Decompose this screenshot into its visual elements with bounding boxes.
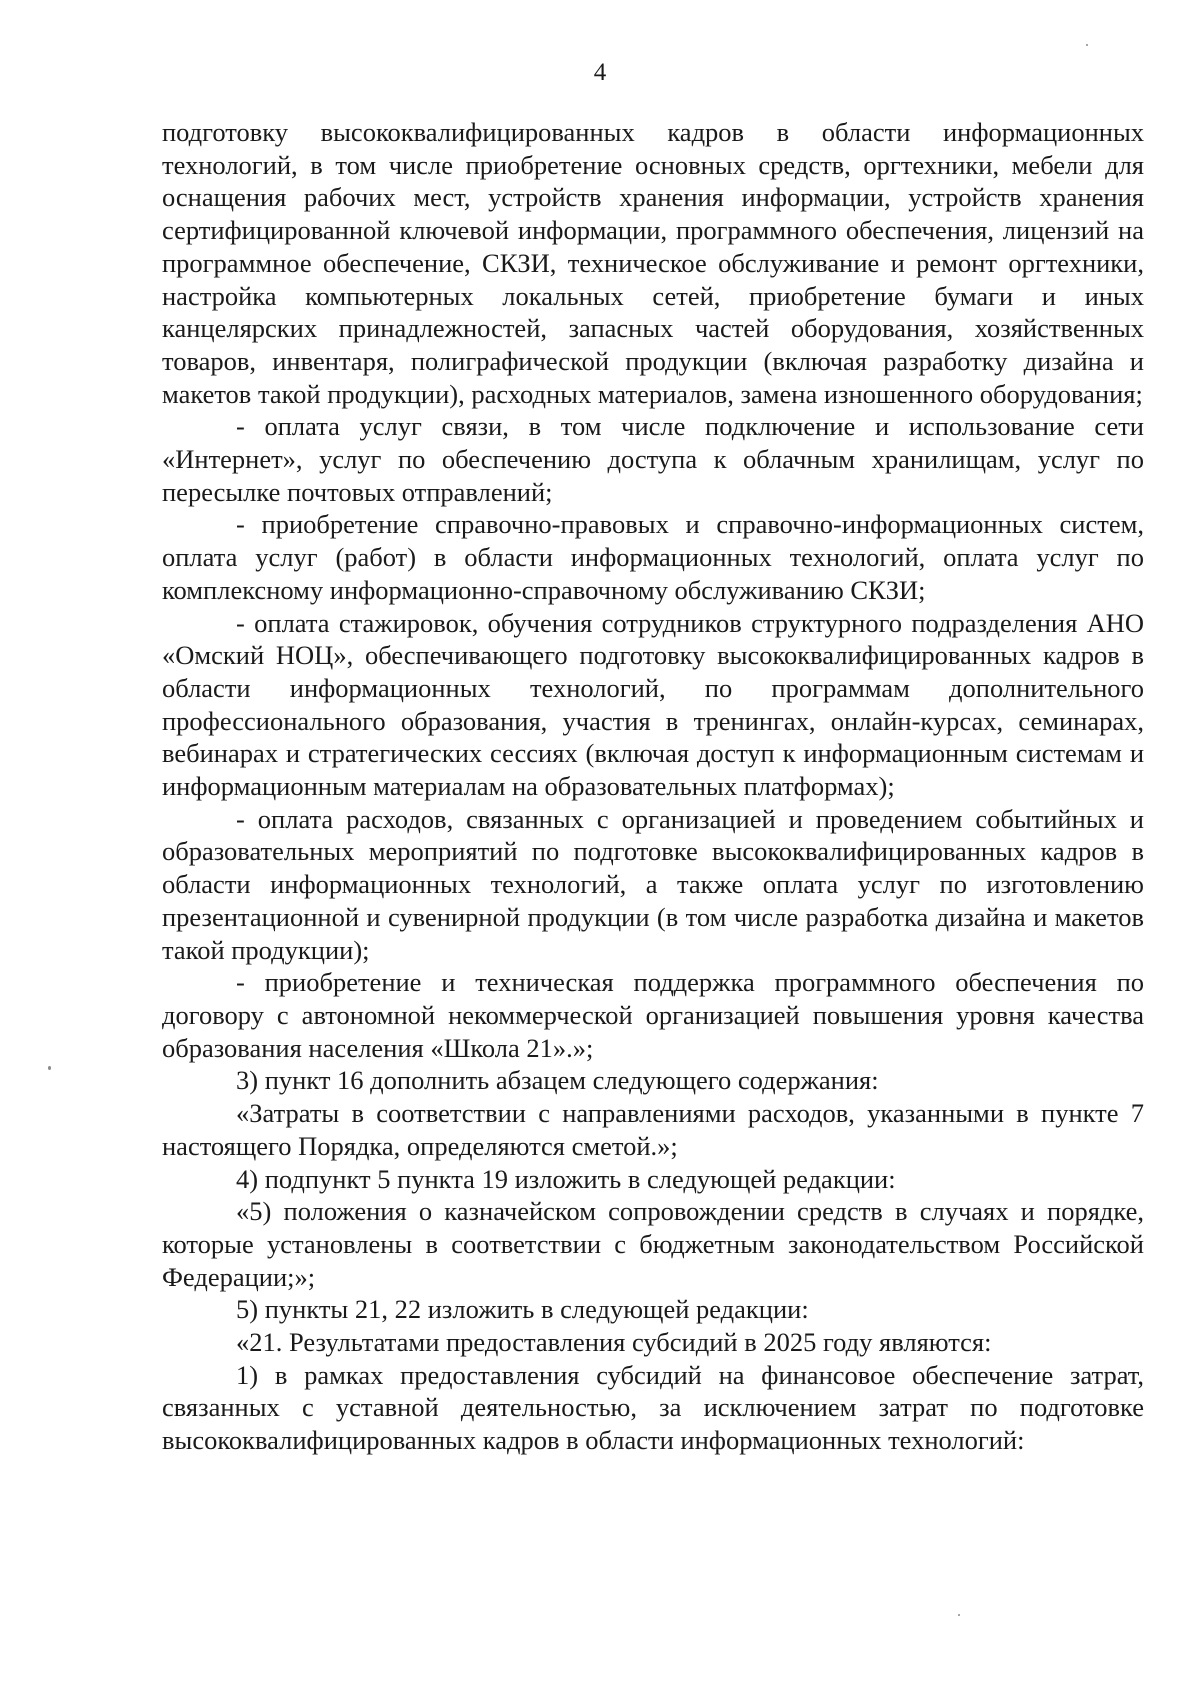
paragraph: «21. Результатами предоставления субсидий в 2025 году являются: <box>236 1327 992 1358</box>
paragraph: «5) положения о казначейском сопровождении средств в случаях и порядке, которые установлены в соответствии с бюджетным законодательством Российской Федерации;»; <box>162 1196 1144 1292</box>
paragraph: - приобретение справочно-правовых и справочно-информационных систем, оплата услуг (работ) в области информационных технологий, оплата услуг по комплексному информационно-справочному обслуживанию СКЗИ; <box>162 509 1144 605</box>
scan-speck <box>1086 44 1088 46</box>
document-body <box>162 116 1144 1457</box>
paragraph: подготовку высококвалифицированных кадров в области информационных технологий, в том числе приобретение основных средств, оргтехники, мебели для оснащения рабочих мест, устройств хранения информации, устройств хранения сертифицированной ключевой информации, программного обеспечения, лицензий на программное обеспечение, СКЗИ, техническое обслуживание и ремонт оргтехники, настройка компьютерных локальных сетей, приобретение бумаги и иных канцелярских принадлежностей, запасных частей оборудования, хозяйственных товаров, инвентаря, полиграфической продукции (включая разработку дизайна и макетов такой продукции), расходных материалов, замена изношенного оборудования; <box>162 117 1144 409</box>
paragraph: 3) пункт 16 дополнить абзацем следующего содержания: <box>236 1065 879 1096</box>
scan-speck <box>48 1066 51 1070</box>
paragraph: - оплата стажировок, обучения сотрудников структурного подразделения АНО «Омский НОЦ», обеспечивающего подготовку высококвалифицированных кадров в области информационных технологий, по программам дополнительного профессионального образования, участия в тренингах, онлайн-курсах, семинарах, вебинарах и стратегических сессиях (включая доступ к информационным системам и информационным материалам на образовательных платформах); <box>162 607 1144 802</box>
paragraph: - оплата расходов, связанных с организацией и проведением событийных и образовательных мероприятий по подготовке высококвалифицированных кадров в области информационных технологий, а также оплата услуг по изготовлению презентационной и сувенирной продукции (в том числе разработка дизайна и макетов такой продукции); <box>162 803 1144 965</box>
paragraph: 1) в рамках предоставления субсидий на финансовое обеспечение затрат, связанных с уставной деятельностью, за исключением затрат по подготовке высококвалифицированных кадров в области информационных технологий: <box>162 1359 1144 1456</box>
paragraph: «Затраты в соответствии с направлениями расходов, указанными в пункте 7 настоящего Порядка, определяются сметой.»; <box>162 1098 1144 1161</box>
page-number: 4 <box>593 59 607 86</box>
paragraph: - оплата услуг связи, в том числе подключение и использование сети «Интернет», услуг по обеспечению доступа к облачным хранилищам, услуг по пересылке почтовых отправлений; <box>162 411 1144 507</box>
scan-speck <box>958 1614 960 1616</box>
paragraph: - приобретение и техническая поддержка программного обеспечения по договору с автономной некоммерческой организацией повышения уровня качества образования населения «Школа 21».»; <box>162 967 1144 1063</box>
paragraph: 4) подпункт 5 пункта 19 изложить в следующей редакции: <box>236 1163 896 1194</box>
paragraph: 5) пункты 21, 22 изложить в следующей редакции: <box>236 1294 809 1325</box>
